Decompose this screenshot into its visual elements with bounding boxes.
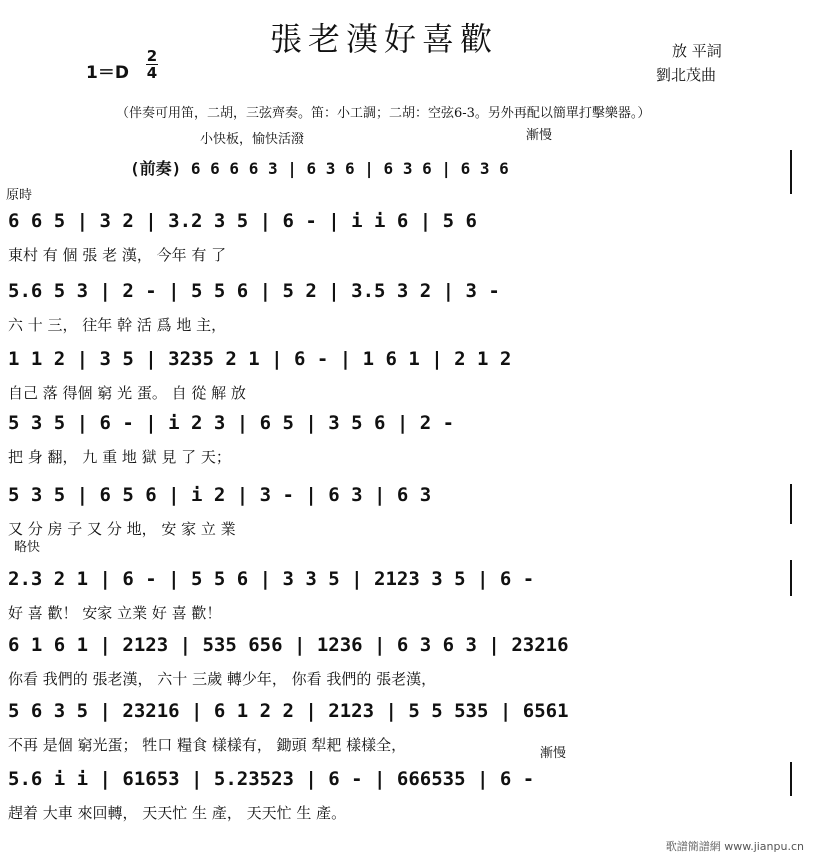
watermark: 歌譜簡譜網 www.jianpu.cn — [665, 840, 804, 853]
score-row — [0, 210, 824, 272]
score-lyrics: 把 身 翻， 九 重 地 獄 見 了 天； — [8, 448, 231, 466]
tempo-faster: 略快 — [14, 540, 41, 555]
score-lyrics: 東村 有 個 張 老 漢， 今年 有 了 — [8, 246, 227, 264]
score-notes: 5.6 i i | 61653 | 5.23523 | 6 - | 666535 | 6 - — [8, 768, 535, 790]
song-title: 張老漢好喜歡 — [270, 20, 499, 58]
bar-line — [790, 150, 792, 194]
key-signature: 1＝D — [86, 63, 129, 83]
bar-line — [790, 762, 792, 796]
accompaniment-note: （伴奏可用笛，二胡，三弦齊奏。笛：小工調；二胡：空弦6-3。另外再配以簡單打擊樂器。） — [116, 106, 651, 121]
score-row — [0, 634, 824, 696]
time-signature — [146, 48, 158, 81]
score-row — [0, 156, 824, 218]
score-lyrics: 趕着 大車 來回轉， 天天忙 生 產， 天天忙 生 產。 — [8, 804, 347, 822]
score-notes: 1 1 2 | 3 5 | 3235 2 1 | 6 - | 1 6 1 | 2 1 2 — [8, 348, 512, 370]
tempo-slow-2: 漸慢 — [540, 746, 567, 761]
score-row — [0, 700, 824, 762]
score-row — [0, 280, 824, 342]
score-lyrics: 又 分 房 子 又 分 地， 安 家 立 業 — [8, 520, 236, 538]
tempo-main: 小快板，愉快活潑 — [200, 132, 305, 147]
score-notes: (前奏) 6 6 6 6 3 | 6 3 6 | 6 3 6 | 6 3 6 — [130, 159, 509, 178]
time-signature-bottom: 4 — [146, 64, 158, 82]
score-notes: 6 6 5 | 3 2 | 3.2 3 5 | 6 - | i i 6 | 5 6 — [8, 210, 477, 232]
score-notes: 5.6 5 3 | 2 - | 5 5 6 | 5 2 | 3.5 3 2 | 3 - — [8, 280, 500, 302]
score-row — [0, 568, 824, 630]
time-signature-top: 2 — [146, 47, 158, 65]
score-row — [0, 348, 824, 410]
score-lyrics: 不再 是個 窮光蛋； 牲口 糧食 樣樣有， 鋤頭 犁耙 樣樣全， — [8, 736, 407, 754]
score-lyrics: 好 喜 歡！ 安家 立業 好 喜 歡！ — [8, 604, 222, 622]
score-lyrics: 你看 我們的 張老漢， 六十 三歲 轉少年， 你看 我們的 張老漢， — [8, 670, 437, 688]
score-notes: 6 1 6 1 | 2123 | 535 656 | 1236 | 6 3 6 3 | 23216 — [8, 634, 569, 656]
score-lyrics: 六 十 三， 往年 幹 活 爲 地 主， — [8, 316, 227, 334]
tempo-slow-1: 漸慢 — [526, 128, 553, 143]
score-row — [0, 412, 824, 474]
score-notes: 5 3 5 | 6 5 6 | i 2 | 3 - | 6 3 | 6 3 — [8, 484, 432, 506]
score-notes: 2.3 2 1 | 6 - | 5 5 6 | 3 3 5 | 2123 3 5 | 6 - — [8, 568, 535, 590]
score-notes: 5 6 3 5 | 23216 | 6 1 2 2 | 2123 | 5 5 535 | 6561 — [8, 700, 569, 722]
score-row — [0, 484, 824, 546]
score-notes: 5 3 5 | 6 - | i 2 3 | 6 5 | 3 5 6 | 2 - — [8, 412, 455, 434]
bar-line — [790, 484, 792, 524]
tempo-original: 原時 — [6, 188, 33, 203]
composer-credit: 劉北茂曲 — [656, 66, 717, 84]
bar-line — [790, 560, 792, 596]
score-row — [0, 768, 824, 830]
lyricist-credit: 放 平詞 — [672, 42, 722, 60]
score-lyrics: 自己 落 得個 窮 光 蛋。 自 從 解 放 — [8, 384, 246, 402]
